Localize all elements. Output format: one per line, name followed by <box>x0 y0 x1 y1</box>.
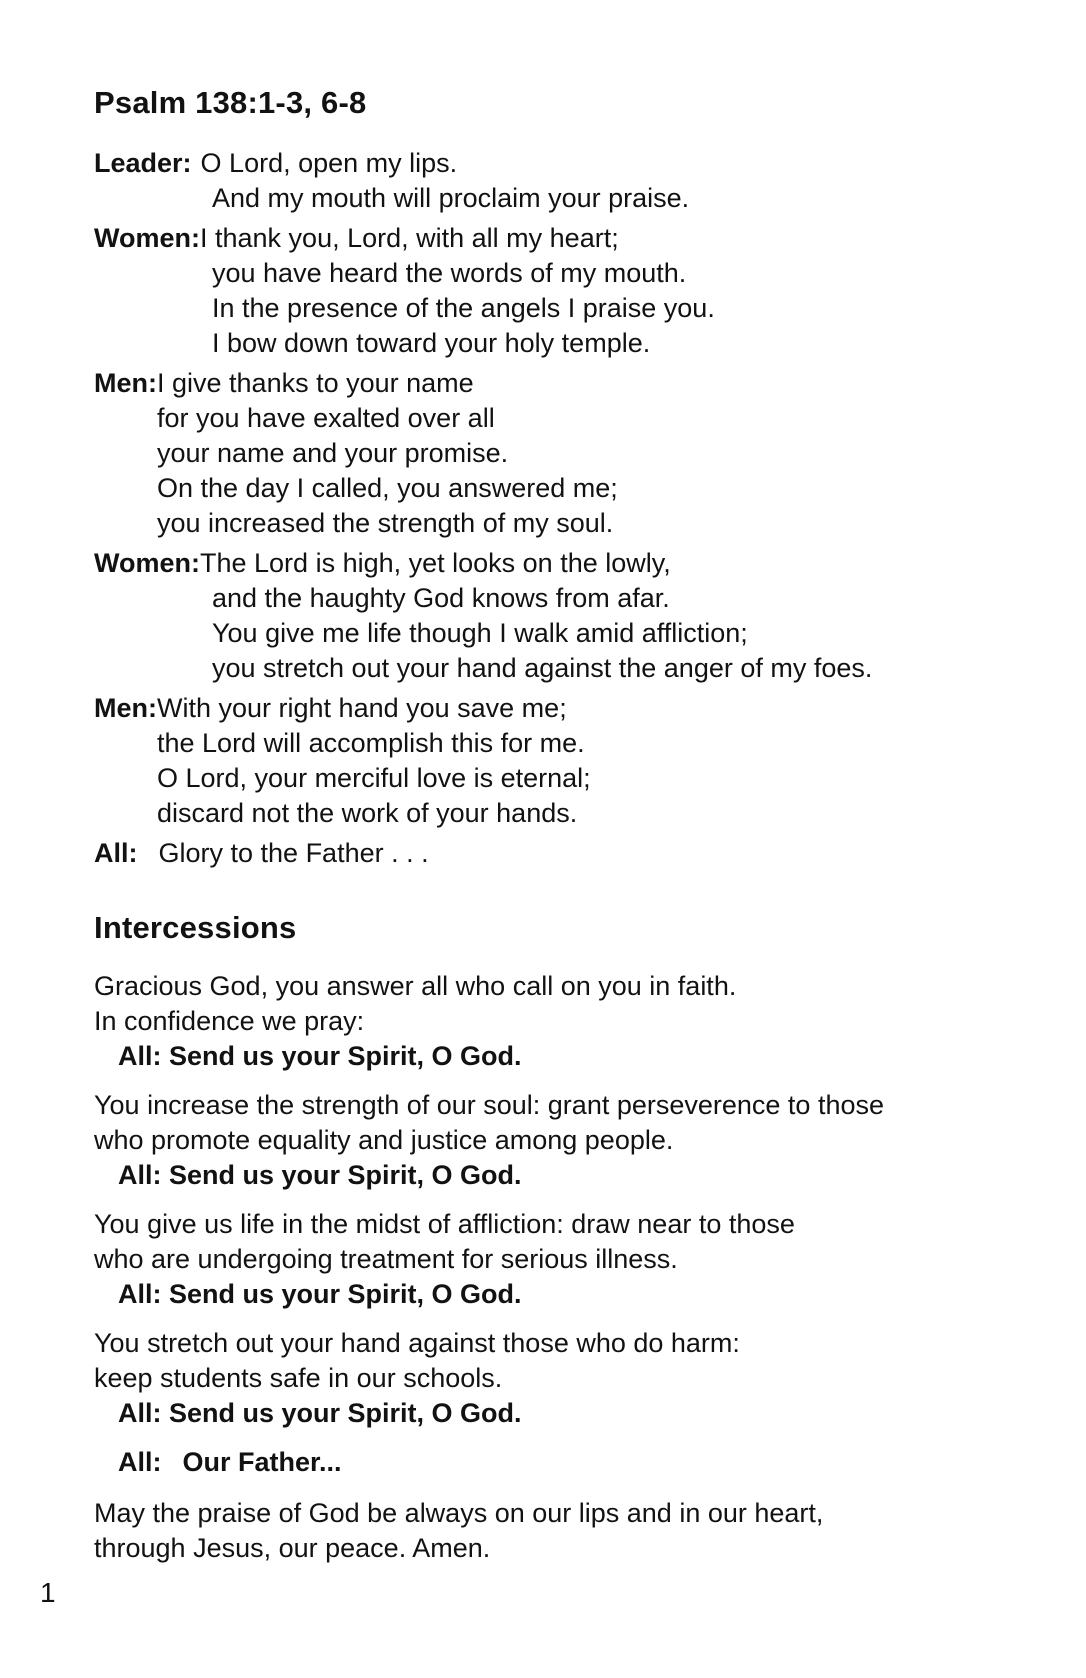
speaker-label: Men: <box>94 368 157 398</box>
page-number: 1 <box>40 1577 56 1608</box>
speaker-label: All: <box>94 838 138 868</box>
petition-line: In confidence we pray: <box>94 1006 365 1036</box>
speaker-label: Leader: <box>94 148 192 178</box>
petition <box>94 1088 1046 1193</box>
psalm-line <box>94 836 1046 871</box>
our-father-line <box>94 1445 1046 1480</box>
psalm-line: the Lord will accomplish this for me. <box>157 728 585 758</box>
psalm-line-text: I thank you, Lord, with all my heart; <box>200 223 619 253</box>
psalm-line: I bow down toward your holy temple. <box>212 328 651 358</box>
petition-line: You stretch out your hand against those who do harm: <box>94 1328 740 1358</box>
psalm-block <box>94 836 1046 871</box>
psalm-line <box>94 366 1046 401</box>
speaker-label: All: <box>118 1447 162 1477</box>
psalm-reading <box>94 146 1046 871</box>
intercessions-heading: Intercessions <box>94 910 297 945</box>
petition-line: You increase the strength of our soul: grant perseverence to those <box>94 1090 885 1120</box>
our-father-response <box>94 1445 1046 1480</box>
psalm-line: O Lord, your merciful love is eternal; <box>157 763 591 793</box>
closing-line: May the praise of God be always on our lips and in our heart, <box>94 1498 824 1528</box>
psalm-line-text: O Lord, open my lips. <box>200 148 458 178</box>
page-content <box>94 84 1046 1566</box>
assembly-response: All: Send us your Spirit, O God. <box>118 1041 522 1071</box>
petition-line: who are undergoing treatment for serious illness. <box>94 1244 678 1274</box>
psalm-line: In the presence of the angels I praise you. <box>212 293 715 323</box>
assembly-response: All: Send us your Spirit, O God. <box>118 1160 522 1190</box>
petition-line: keep students safe in our schools. <box>94 1363 503 1393</box>
psalm-line: for you have exalted over all <box>157 403 495 433</box>
petition <box>94 969 1046 1074</box>
psalm-line <box>94 546 1046 581</box>
psalm-block <box>94 546 1046 686</box>
psalm-title: Psalm 138:1-3, 6-8 <box>94 85 367 120</box>
psalm-line-text: The Lord is high, yet looks on the lowly, <box>200 548 671 578</box>
petition-line: who promote equality and justice among people. <box>94 1125 674 1155</box>
psalm-line-text: Glory to the Father . . . <box>158 838 429 868</box>
psalm-line: you stretch out your hand against the anger of my foes. <box>212 653 873 683</box>
psalm-line-text: I give thanks to your name <box>157 368 474 398</box>
speaker-label: Women: <box>94 548 200 578</box>
petition <box>94 1207 1046 1312</box>
psalm-block <box>94 366 1046 541</box>
speaker-label: Women: <box>94 223 200 253</box>
psalm-line: discard not the work of your hands. <box>157 798 578 828</box>
psalm-line: On the day I called, you answered me; <box>157 473 618 503</box>
psalm-line <box>94 221 1046 256</box>
assembly-response: All: Send us your Spirit, O God. <box>118 1398 522 1428</box>
petition-line: You give us life in the midst of affliction: draw near to those <box>94 1209 795 1239</box>
speaker-label: Men: <box>94 693 157 723</box>
petition <box>94 1326 1046 1431</box>
closing-line: through Jesus, our peace. Amen. <box>94 1533 491 1563</box>
psalm-block <box>94 691 1046 831</box>
psalm-line: And my mouth will proclaim your praise. <box>212 183 690 213</box>
psalm-line <box>94 146 1046 181</box>
petition-line: Gracious God, you answer all who call on you in faith. <box>94 971 737 1001</box>
psalm-line <box>94 691 1046 726</box>
psalm-line: and the haughty God knows from afar. <box>212 583 670 613</box>
intercessions-section <box>94 969 1046 1566</box>
psalm-line-text: With your right hand you save me; <box>157 693 567 723</box>
psalm-line: you increased the strength of my soul. <box>157 508 614 538</box>
psalm-line: your name and your promise. <box>157 438 509 468</box>
our-father-text: Our Father... <box>182 1447 342 1477</box>
psalm-block <box>94 146 1046 216</box>
closing-paragraph <box>94 1496 1046 1566</box>
psalm-line: You give me life though I walk amid affliction; <box>212 618 748 648</box>
assembly-response: All: Send us your Spirit, O God. <box>118 1279 522 1309</box>
psalm-block <box>94 221 1046 361</box>
psalm-line: you have heard the words of my mouth. <box>212 258 687 288</box>
